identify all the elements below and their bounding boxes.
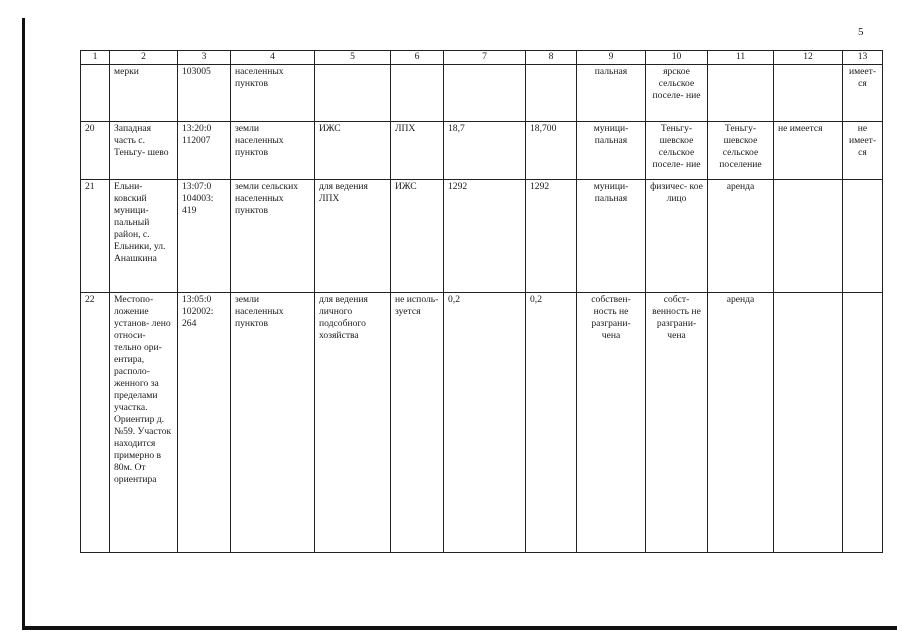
right-holder-cell: аренда [708,179,774,292]
header-cell: 2 [110,51,178,65]
actual-use-cell [391,65,444,122]
page-number: 5 [858,26,864,38]
area-value-cell [526,65,577,122]
header-row [81,51,883,65]
cadastral-number-cell: 13:05:0 102002: 264 [178,292,231,552]
actual-use-cell: не исполь- зуется [391,292,444,552]
actual-use-cell: ИЖС [391,179,444,292]
owner-cell: собст- венность не разграни- чена [646,292,708,552]
area-value-cell: 1292 [526,179,577,292]
ownership-form-cell: собствен- ность не разграни- чена [577,292,646,552]
area-cell: 1292 [444,179,526,292]
table-row [81,179,883,292]
header-cell: 12 [774,51,843,65]
header-cell: 3 [178,51,231,65]
row-number-cell: 20 [81,122,110,179]
owner-cell: Теньгу- шевское сельское поселе- ние [646,122,708,179]
registry-table [80,50,883,553]
table-row [81,292,883,552]
location-cell: Местопо- ложение установ- лено относи- тельно ори- ентира, располо- женного за пределами участка. Ориентир д. №59. Участок находится примерно в 80м. От ориентира [110,292,178,552]
permitted-use-cell [315,65,391,122]
permitted-use-cell: для ведения ЛПХ [315,179,391,292]
table-row [81,122,883,179]
ownership-form-cell: муници- пальная [577,179,646,292]
note-cell: не имеет- ся [843,122,883,179]
header-cell: 9 [577,51,646,65]
header-cell: 11 [708,51,774,65]
ownership-form-cell: муници- пальная [577,122,646,179]
area-value-cell: 0,2 [526,292,577,552]
location-cell: Западная часть с. Теньгу- шево [110,122,178,179]
header-cell: 10 [646,51,708,65]
header-cell: 8 [526,51,577,65]
area-cell: 0,2 [444,292,526,552]
area-value-cell: 18,700 [526,122,577,179]
note-cell [843,179,883,292]
row-number-cell: 22 [81,292,110,552]
area-cell [444,65,526,122]
land-category-cell: земли сельских населенных пунктов [231,179,315,292]
header-cell: 4 [231,51,315,65]
header-cell: 1 [81,51,110,65]
right-holder-cell [708,65,774,122]
land-category-cell: земли населенных пунктов [231,292,315,552]
encumbrance-cell [774,179,843,292]
cadastral-number-cell: 13:20:0 112007 [178,122,231,179]
cadastral-number-cell: 103005 [178,65,231,122]
owner-cell: ярское сельское поселе- ние [646,65,708,122]
table-row [81,65,883,122]
row-number-cell [81,65,110,122]
right-holder-cell: Теньгу- шевское сельское поселение [708,122,774,179]
note-cell: имеет- ся [843,65,883,122]
location-cell: мерки [110,65,178,122]
encumbrance-cell: не имеется [774,122,843,179]
cadastral-number-cell: 13:07:0 104003: 419 [178,179,231,292]
header-cell: 6 [391,51,444,65]
note-cell [843,292,883,552]
land-category-cell: населенных пунктов [231,65,315,122]
header-cell: 13 [843,51,883,65]
encumbrance-cell [774,65,843,122]
scan-edge-bottom [22,626,897,630]
permitted-use-cell: ИЖС [315,122,391,179]
encumbrance-cell [774,292,843,552]
header-cell: 5 [315,51,391,65]
permitted-use-cell: для ведения личного подсобного хозяйства [315,292,391,552]
location-cell: Ельни- ковский муници- пальный район, с. Ельники, ул. Анашкина [110,179,178,292]
header-cell: 7 [444,51,526,65]
owner-cell: физичес- кое лицо [646,179,708,292]
ownership-form-cell: пальная [577,65,646,122]
row-number-cell: 21 [81,179,110,292]
area-cell: 18,7 [444,122,526,179]
scan-edge-left [22,18,25,630]
land-category-cell: земли населенных пунктов [231,122,315,179]
right-holder-cell: аренда [708,292,774,552]
actual-use-cell: ЛПХ [391,122,444,179]
